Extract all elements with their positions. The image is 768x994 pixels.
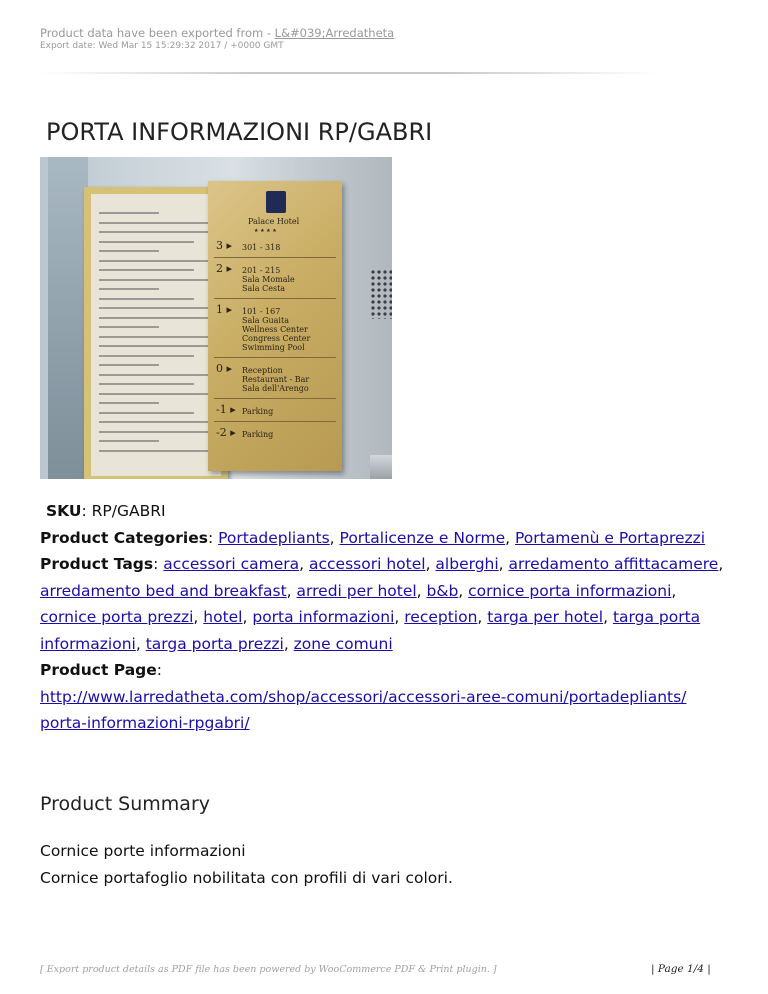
frame-text-line bbox=[99, 307, 209, 309]
tag-link[interactable]: b&b bbox=[426, 581, 459, 600]
plaque-floor-number: 3 ▸ bbox=[216, 239, 233, 252]
summary-line-2: Cornice portafoglio nobilitata con profili di vari colori. bbox=[40, 869, 453, 887]
frame-text-line bbox=[99, 450, 209, 452]
site-link[interactable]: L&#039;Arredatheta bbox=[274, 26, 395, 40]
tag-link[interactable]: cornice porta informazioni bbox=[468, 581, 672, 600]
frame-text-line bbox=[99, 393, 209, 395]
frame-text-line bbox=[99, 440, 159, 442]
plaque-floor-text: Sala Cesta bbox=[242, 284, 286, 293]
frame-text-line bbox=[99, 383, 194, 385]
footer-credit: [ Export product details as PDF file has been powered by WooCommerce PDF & Print plugin. ] bbox=[40, 964, 497, 975]
tags-row: Product Tags: accessori camera, accessori hotel, alberghi, arredamento affittacamere, arredamento bed and breakfast, arredi per hotel, b&b, cornice porta informazioni, cornice porta prezzi, hotel, porta informazioni, reception, targa per hotel, targa porta informazioni, targa porta prezzi, zone comuni bbox=[40, 555, 724, 653]
category-link[interactable]: Portadepliants bbox=[218, 528, 330, 547]
plaque-floor-text: 201 - 215 bbox=[242, 266, 281, 275]
product-meta bbox=[40, 498, 730, 737]
categories-row: Product Categories: Portadepliants, Portalicenze e Norme, Portamenù e Portaprezzi bbox=[40, 528, 706, 547]
plaque-floor-text: Parking bbox=[242, 407, 274, 416]
tag-link[interactable]: arredamento bed and breakfast bbox=[40, 581, 287, 600]
plaque-separator bbox=[214, 357, 336, 358]
tag-link[interactable]: hotel bbox=[203, 608, 243, 626]
export-date: Export date: Wed Mar 15 15:29:32 2017 / +0000 GMT bbox=[40, 41, 284, 51]
plaque-floor-text: 101 - 167 bbox=[242, 307, 281, 316]
plaque-floor-number: -1 ▸ bbox=[216, 403, 236, 416]
frame-text-line bbox=[99, 279, 209, 281]
frame-text-line bbox=[99, 269, 194, 271]
plaque-brand: Palace Hotel bbox=[248, 217, 300, 226]
frame-text-line bbox=[99, 355, 194, 357]
category-link[interactable]: Portalicenze e Norme bbox=[339, 528, 506, 547]
plaque-floor-text: Wellness Center bbox=[242, 325, 308, 334]
plaque-separator bbox=[214, 298, 336, 299]
frame-text-line bbox=[99, 402, 159, 404]
plaque-floor-text: Restaurant - Bar bbox=[242, 375, 310, 384]
frame-text-line bbox=[99, 345, 209, 347]
plaque-floor-number: -2 ▸ bbox=[216, 426, 236, 439]
page-label: Product Page bbox=[40, 661, 157, 679]
export-prefix: Product data have been exported from - bbox=[40, 26, 275, 40]
product-page-link[interactable]: http://www.larredatheta.com/shop/accessori/accessori-aree-comuni/portadepliants/ porta-informazioni-rpgabri/ bbox=[40, 687, 687, 732]
frame-text-line bbox=[99, 288, 159, 290]
sku-row: SKU: RP/GABRI bbox=[46, 502, 166, 520]
frame-text-line bbox=[99, 336, 209, 338]
tag-link[interactable]: porta informazioni bbox=[252, 608, 395, 626]
hotel-logo bbox=[266, 191, 286, 213]
header-divider bbox=[40, 72, 660, 74]
frame-text-line bbox=[99, 431, 209, 433]
plaque-floor-number: 2 ▸ bbox=[216, 262, 233, 275]
plaque-floor-number: 1 ▸ bbox=[216, 303, 233, 316]
wall-panel bbox=[48, 157, 88, 479]
sku-value: RP/GABRI bbox=[91, 502, 166, 520]
category-link[interactable]: Portamenù e Portaprezzi bbox=[515, 528, 706, 547]
tag-link[interactable]: cornice porta prezzi bbox=[40, 608, 194, 626]
tag-link[interactable]: accessori hotel bbox=[309, 555, 426, 573]
summary-body bbox=[40, 838, 453, 892]
plaque-floor-text: Sala Guaita bbox=[242, 316, 289, 325]
plaque-floor-text: 301 - 318 bbox=[242, 243, 281, 252]
plaque-floor-text: Sala Momale bbox=[242, 275, 295, 284]
plaque-floor-text: Swimming Pool bbox=[242, 343, 305, 352]
speaker-grille bbox=[370, 269, 392, 319]
plaque-floor-text: Congress Center bbox=[242, 334, 311, 343]
frame-text-line bbox=[99, 364, 159, 366]
tag-link[interactable]: alberghi bbox=[435, 555, 499, 573]
plaque-floor-text: Reception bbox=[242, 366, 283, 375]
frame-text-line bbox=[99, 374, 209, 376]
plaque-stars: ★ ★ ★ ★ bbox=[254, 228, 277, 234]
tag-link[interactable]: arredamento affittacamere bbox=[508, 555, 719, 573]
frame-text-line bbox=[99, 326, 159, 328]
floor-directory-plaque bbox=[208, 181, 342, 471]
frame-text-line bbox=[99, 222, 209, 224]
frame-text-line bbox=[99, 412, 194, 414]
tag-link[interactable]: zone comuni bbox=[293, 634, 393, 653]
frame-text-line bbox=[99, 298, 194, 300]
plaque-separator bbox=[214, 398, 336, 399]
tag-link[interactable]: accessori camera bbox=[163, 555, 300, 573]
categories-label: Product Categories bbox=[40, 528, 208, 547]
tag-link[interactable]: targa per hotel bbox=[487, 608, 604, 626]
product-image bbox=[40, 157, 392, 479]
tag-link[interactable]: targa porta informazioni bbox=[40, 608, 701, 653]
plaque-floor-number: 0 ▸ bbox=[216, 362, 233, 375]
page-row: Product Page: http://www.larredatheta.com/shop/accessori/accessori-aree-comuni/portadepliants/ porta-informazioni-rpgabri/ bbox=[40, 661, 687, 732]
frame-text-line bbox=[99, 241, 194, 243]
wall-fixture bbox=[370, 455, 392, 479]
frame-text-line bbox=[99, 421, 209, 423]
frame-text-line bbox=[99, 317, 209, 319]
plaque-floor-text: Parking bbox=[242, 430, 274, 439]
export-header-line bbox=[40, 26, 394, 40]
frame-text-line bbox=[99, 212, 159, 214]
summary-line-1: Cornice porte informazioni bbox=[40, 842, 246, 860]
plaque-separator bbox=[214, 421, 336, 422]
plaque-floor-text: Sala dell'Arengo bbox=[242, 384, 309, 393]
frame-text-line bbox=[99, 231, 209, 233]
plaque-separator bbox=[214, 257, 336, 258]
tag-link[interactable]: reception bbox=[404, 608, 478, 626]
page-number: | Page 1/4 | bbox=[651, 963, 711, 975]
info-frame bbox=[84, 187, 228, 479]
summary-heading: Product Summary bbox=[40, 793, 210, 815]
tag-link[interactable]: arredi per hotel bbox=[296, 581, 417, 600]
product-title: PORTA INFORMAZIONI RP/GABRI bbox=[46, 118, 433, 146]
frame-text-line bbox=[99, 250, 159, 252]
sku-label: SKU bbox=[46, 502, 82, 520]
tag-link[interactable]: targa porta prezzi bbox=[145, 634, 284, 653]
tags-label: Product Tags bbox=[40, 555, 154, 573]
frame-text-line bbox=[99, 260, 209, 262]
